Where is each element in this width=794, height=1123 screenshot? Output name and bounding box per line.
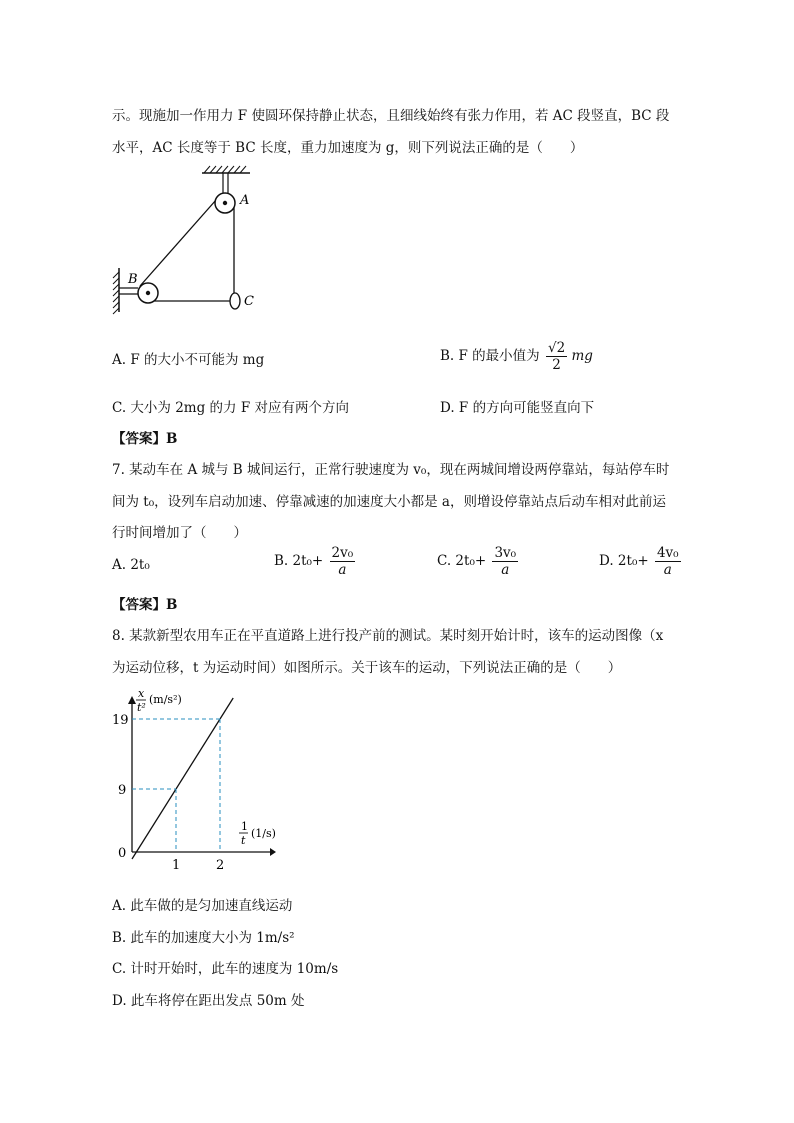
- x-axis-arrow: [270, 848, 276, 856]
- q7-stem-line2: 间为 t₀，设列车启动加速、停靠减速的加速度大小都是 a，则增设停靠站点后动车相对此前运: [112, 494, 666, 510]
- x-label-numerator: 1: [241, 820, 248, 833]
- q7-option-d-denominator: a: [663, 562, 672, 578]
- q6-answer: 【答案】B: [112, 431, 178, 447]
- q7-answer: 【答案】B: [112, 597, 178, 613]
- q6-option-b-prefix: B. F 的最小值为: [440, 348, 540, 364]
- q6-option-b-fraction: [546, 340, 567, 373]
- q6-option-c[interactable]: C. 大小为 2mg 的力 F 对应有两个方向: [112, 400, 349, 416]
- q8-option-c[interactable]: C. 计时开始时，此车的速度为 10m/s: [112, 961, 339, 977]
- q7-option-b-denominator: a: [338, 562, 347, 578]
- q7-option-b[interactable]: [274, 545, 355, 578]
- q7-option-d-numerator: 4v₀: [656, 545, 679, 561]
- q6-option-b-suffix: mg: [571, 348, 593, 364]
- x-label-denominator: t: [241, 834, 246, 847]
- q6-pulley-figure: [108, 160, 268, 320]
- q7-option-c-prefix: C. 2t₀+: [437, 553, 487, 569]
- y-label-numerator: x: [138, 687, 145, 700]
- origin-label: 0: [118, 846, 127, 861]
- y-label-denominator: t²: [137, 701, 146, 714]
- q8-stem-line1: 8. 某款新型农用车正在平直道路上进行投产前的测试。某时刻开始计时，该车的运动图像（x: [112, 628, 664, 644]
- q7-option-c-fraction: [492, 545, 518, 578]
- q6-option-b-denominator: 2: [552, 357, 561, 373]
- q6-option-d[interactable]: D. F 的方向可能竖直向下: [440, 400, 595, 416]
- q6-option-b[interactable]: [440, 340, 593, 373]
- q6-option-b-numerator: √2: [547, 340, 566, 356]
- q8-stem-line2: 为运动位移，t 为运动时间）如图所示。关于该车的运动，下列说法正确的是（ ）: [112, 660, 622, 676]
- q7-option-b-numerator: 2v₀: [331, 545, 354, 561]
- label-c: C: [244, 294, 254, 309]
- q8-option-d[interactable]: D. 此车将停在距出发点 50m 处: [112, 993, 305, 1009]
- q8-option-b[interactable]: B. 此车的加速度大小为 1m/s²: [112, 930, 295, 946]
- y-tick-19: 19: [112, 713, 129, 728]
- series-line: [132, 698, 233, 859]
- q7-stem-line1: 7. 某动车在 A 城与 B 城间运行，正常行驶速度为 v₀，现在两城间增设两停靠站，每站停车时: [112, 462, 670, 478]
- q7-option-c[interactable]: [437, 545, 518, 578]
- x-tick-1: 1: [172, 858, 181, 873]
- q6-stem-line1: 示。现施加一作用力 F 使圆环保持静止状态，且细线始终有张力作用，若 AC 段竖直，BC 段: [112, 108, 670, 124]
- q7-option-b-prefix: B. 2t₀+: [274, 553, 324, 569]
- y-tick-9: 9: [118, 783, 127, 798]
- label-a: A: [240, 193, 250, 208]
- q7-option-d-fraction: [655, 545, 681, 578]
- q7-option-c-denominator: a: [501, 562, 510, 578]
- y-axis-arrow: [128, 696, 136, 704]
- x-label-units: (1/s): [251, 827, 276, 840]
- q7-stem-line3: 行时间增加了（ ）: [112, 525, 247, 541]
- q7-option-a[interactable]: A. 2t₀: [112, 557, 150, 573]
- q7-option-d-prefix: D. 2t₀+: [599, 553, 649, 569]
- q6-option-a[interactable]: A. F 的大小不可能为 mg: [112, 352, 265, 368]
- q7-option-d[interactable]: [599, 545, 681, 578]
- x-over-t2-vs-1-over-t-chart: [108, 684, 288, 874]
- label-b: B: [128, 272, 138, 287]
- x-tick-2: 2: [216, 858, 225, 873]
- q7-option-c-numerator: 3v₀: [494, 545, 517, 561]
- q8-option-a[interactable]: A. 此车做的是匀加速直线运动: [112, 898, 293, 914]
- y-label-units: (m/s²): [149, 693, 182, 706]
- q7-option-b-fraction: [330, 545, 356, 578]
- q6-stem-line2: 水平，AC 长度等于 BC 长度，重力加速度为 g，则下列说法正确的是（ ）: [112, 140, 584, 156]
- ring-c: [230, 293, 240, 309]
